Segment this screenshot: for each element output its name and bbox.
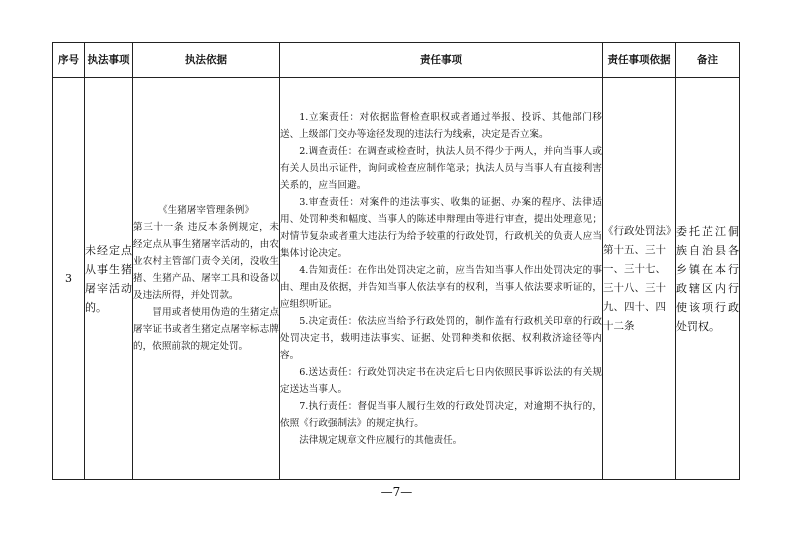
cell-basis [133,78,280,480]
cell-seq: 3 [53,78,85,480]
header-row [53,43,740,78]
header-note: 备注 [676,43,740,78]
cell-note: 委托芷江侗族自治县各乡镇在本行政辖区内行使该项行政处罚权。 [676,78,740,480]
responsibility-item: 7.执行责任：督促当事人履行生效的行政处罚决定，对逾期不执行的，依照《行政强制法》的规定执行。 [280,400,602,429]
basis-paragraph-1: 第三十一条 违反本条例规定，未经定点从事生猪屠宰活动的，由农业农村主管部门责令关闭，没收生猪、生猪产品、屠宰工具和设备以及违法所得，并处罚款。 [133,222,279,301]
responsibility-item: 法律规定规章文件应履行的其他责任。 [299,434,463,446]
table-row [53,78,740,480]
responsibility-item: 4.告知责任：在作出处罚决定之前，应当告知当事人作出处罚决定的事由、理由及依据，并告知当事人依法享有的权利，当事人依法要求听证的，应组织听证。 [280,264,602,310]
enforcement-table [52,42,740,480]
header-responsibility: 责任事项 [280,43,603,78]
header-item: 执法事项 [85,43,133,78]
cell-responsibility [280,78,603,480]
header-seq: 序号 [53,43,85,78]
cell-resp-basis: 《行政处罚法》第十五、三十一、三十七、三十八、三十九、四十、四十二条 [603,78,676,480]
responsibility-item: 2.调查责任：在调查或检查时，执法人员不得少于两人，并向当事人或有关人员出示证件，询问或检查应制作笔录；执法人员与当事人有直接利害关系的，应当回避。 [280,145,602,191]
responsibility-item: 1.立案责任：对依据监督检查职权或者通过举报、投诉、其他部门移送、上级部门交办等途径发现的违法行为线索，决定是否立案。 [280,111,602,140]
responsibility-item: 3.审查责任：对案件的违法事实、收集的证据、办案的程序、法律适用、处罚种类和幅度、当事人的陈述申辩理由等进行审查，提出处理意见；对情节复杂或者重大违法行为给予较重的行政处罚，行政机关的负责人应当集体讨论决定。 [280,196,602,259]
responsibility-item: 6.送达责任：行政处罚决定书在决定后七日内依照民事诉讼法的有关规定送达当事人。 [280,366,602,395]
basis-paragraph-2: 冒用或者使用伪造的生猪定点屠宰证书或者生猪定点屠宰标志牌的，依照前款的规定处罚。 [133,307,279,352]
header-resp-basis: 责任事项依据 [603,43,676,78]
header-basis: 执法依据 [133,43,280,78]
page-number: —7— [380,485,413,499]
responsibility-item: 5.决定责任：依法应当给予行政处罚的，制作盖有行政机关印章的行政处罚决定书，载明违法事实、证据、处罚种类和依据、权利救济途径等内容。 [280,315,602,361]
basis-title: 《生猪屠宰管理条例》 [158,205,254,216]
cell-item: 未经定点从事生猪屠宰活动的。 [85,78,133,480]
